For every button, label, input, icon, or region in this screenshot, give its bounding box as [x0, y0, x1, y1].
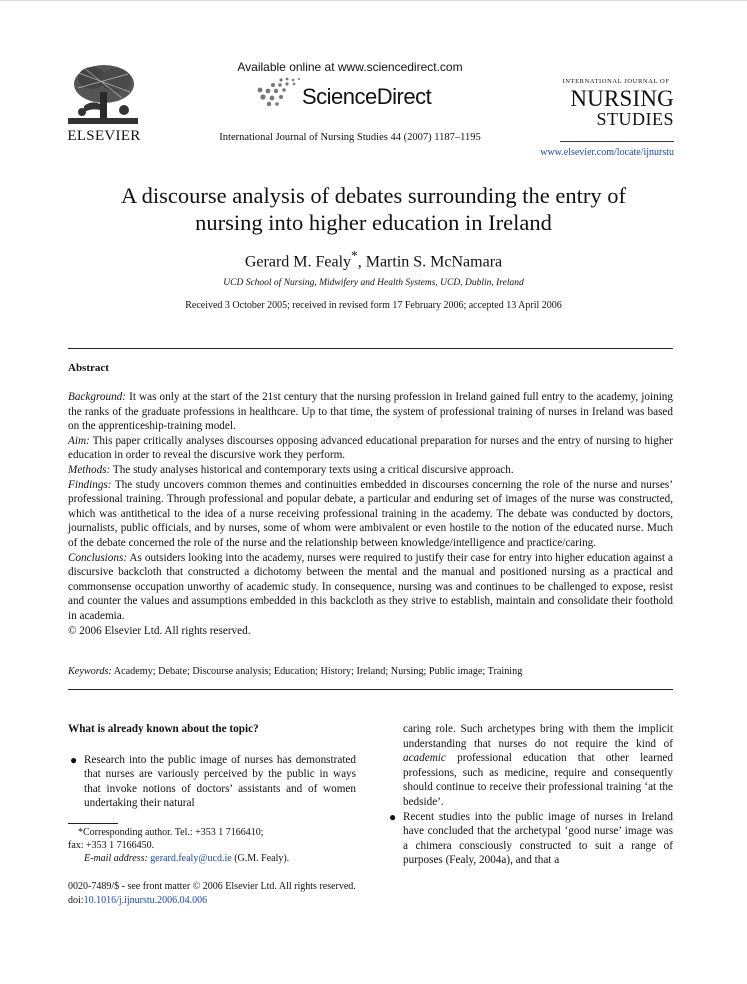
bullet-2 [387, 810, 673, 868]
doi-link[interactable]: 10.1016/j.ijnurstu.2006.04.006 [83, 894, 208, 906]
author-fealy[interactable]: Gerard M. Fealy [244, 253, 352, 271]
footnote-rule [68, 823, 118, 824]
abstract-top-rule [68, 348, 673, 349]
known-topic-box [68, 722, 356, 811]
bullet-1-text: Research into the public image of nurses has demonstrated that nurses are variously perceived by the public in ways that invoke notions of doctors’ assistants and of women undertaking their natural [84, 753, 356, 810]
abstract-body [68, 390, 673, 638]
continued-text-em: academic [403, 752, 446, 765]
journal-citation: International Journal of Nursing Studies 44 (2007) 1187–1195 [219, 132, 481, 143]
abstract-aim [68, 434, 673, 463]
journal-title-nursing: NURSING [570, 86, 674, 111]
abstract-findings [68, 478, 673, 551]
aim-text: This paper critically analyses discourses opposing advanced educational preparation for nurses and the entry of nursing to higher education in order to reveal the discursive work they perform. [68, 434, 673, 462]
conclusions-text: As outsiders looking into the academy, nurses were required to justify their case for entry into higher education against a discursive backcloth that constructed a dichotomy between the mental and the manual and positioned nursing as a practical and commonsense occupation unworthy of academic study. In consequence, nursing was and continues to be challenged to expose, resist and counter the values and assumptions embedded in this backcloth as they strive to establish, maintain and consolidate their foothold in academia. [68, 551, 673, 622]
front-matter-line: 0020-7489/$ - see front matter © 2006 Elsevier Ltd. All rights reserved. [68, 881, 356, 892]
journal-rule [560, 141, 674, 142]
doi-line [68, 894, 408, 908]
background-label: Background: [68, 391, 126, 403]
keywords-text: Academy; Debate; Discourse analysis; Education; History; Ireland; Nursing; Public image; Training [113, 666, 523, 677]
footnote [68, 826, 358, 865]
abstract-bottom-rule [68, 689, 673, 690]
abstract-methods [68, 463, 673, 478]
bullet-1-continued [387, 722, 673, 810]
footnote-email-line [68, 852, 358, 865]
article-title [60, 182, 687, 236]
front-matter [68, 880, 408, 907]
journal-url-link[interactable]: www.elsevier.com/locate/ijnurstu [540, 147, 674, 158]
received-dates: Received 3 October 2005; received in revised form 17 February 2006; accepted 13 April 2006 [185, 300, 562, 311]
top-border [0, 0, 747, 1]
journal-title-small: INTERNATIONAL JOURNAL OF [562, 78, 670, 85]
title-line-2: nursing into higher education in Ireland [195, 210, 552, 235]
abstract-heading: Abstract [68, 362, 109, 374]
continued-text-a: caring role. Such archetypes bring with them the implicit understanding that nurses do not require the kind of [403, 723, 673, 750]
affiliation: UCD School of Nursing, Midwifery and Health Systems, UCD, Dublin, Ireland [223, 278, 524, 288]
abstract-conclusions [68, 551, 673, 624]
keywords-label: Keywords: [68, 666, 112, 677]
box-heading: What is already known about the topic? [68, 723, 259, 735]
bullet-dot-icon: ● [70, 752, 78, 767]
email-link[interactable]: gerard.fealy@ucd.ie [150, 853, 232, 864]
aim-label: Aim: [68, 434, 90, 447]
findings-text: The study uncovers common themes and continuities embedded in discourses concerning the role of the nurse and nurses’ professional training. Through professional and popular debate, a particular and enduring set of images of the nurse was constructed, which was antithetical to the idea of a nurse receiving professional training in the academy. The debate was conducted by doctors, journalists, public officials, and by nurses, some of whom were ambivalent or even hostile to the notion of the educated nurse. Much of the debate concerned the role of the nurse and the relationship between knowledge/intelligence and practice/caring. [68, 478, 673, 549]
doi-label: doi: [68, 894, 84, 906]
bullet-1 [68, 753, 356, 811]
methods-label: Methods: [68, 463, 111, 476]
footnote-corresponding: *Corresponding author. Tel.: +353 1 7166410; [78, 827, 264, 838]
keywords [68, 666, 673, 677]
author-list [140, 248, 607, 271]
abstract-background [68, 390, 673, 434]
sciencedirect-dots-icon [255, 77, 303, 107]
available-online[interactable]: Available online at www.sciencedirect.com [237, 60, 463, 74]
bullet-dot-icon: ● [389, 809, 397, 824]
known-topic-box-continued [387, 722, 673, 868]
bullet-2-text: Recent studies into the public image of nurses in Ireland have concluded that the archetypal ‘good nurse’ image was a chimera consciously constructed to suit a range of purposes (Fealy, 2004a), and that a [403, 810, 673, 867]
abstract-copyright: © 2006 Elsevier Ltd. All rights reserved. [68, 624, 251, 637]
email-suffix: (G.M. Fealy). [231, 853, 290, 864]
author-mcnamara[interactable]: , Martin S. McNamara [357, 253, 503, 271]
background-text: It was only at the start of the 21st century that the nursing profession in Ireland gained full entry to the academy, joining the ranks of the graduate professions in healthcare. Up to that time, the system of professional training of nurses in Ireland was based on the apprenticeship-training model. [68, 391, 673, 433]
footnote-fax: fax: +353 1 7166450. [68, 840, 155, 851]
email-label: E-mail address: [84, 853, 148, 864]
methods-text: The study analyses historical and contemporary texts using a critical discursive approach. [112, 463, 514, 476]
sciencedirect-wordmark: ScienceDirect [302, 84, 432, 109]
findings-label: Findings: [68, 478, 112, 491]
elsevier-tree-logo [64, 62, 142, 128]
corresponding-star[interactable]: * [351, 248, 358, 263]
conclusions-label: Conclusions: [68, 551, 128, 564]
title-line-1: A discourse analysis of debates surrounding the entry of [121, 183, 626, 208]
journal-title-studies: STUDIES [596, 109, 674, 129]
continued-text-b: professional education that other learned professions, such as medicine, require and consequently should continue to receive their professional training ‘at the bedside’. [403, 752, 673, 808]
publisher-name: ELSEVIER [67, 128, 141, 144]
